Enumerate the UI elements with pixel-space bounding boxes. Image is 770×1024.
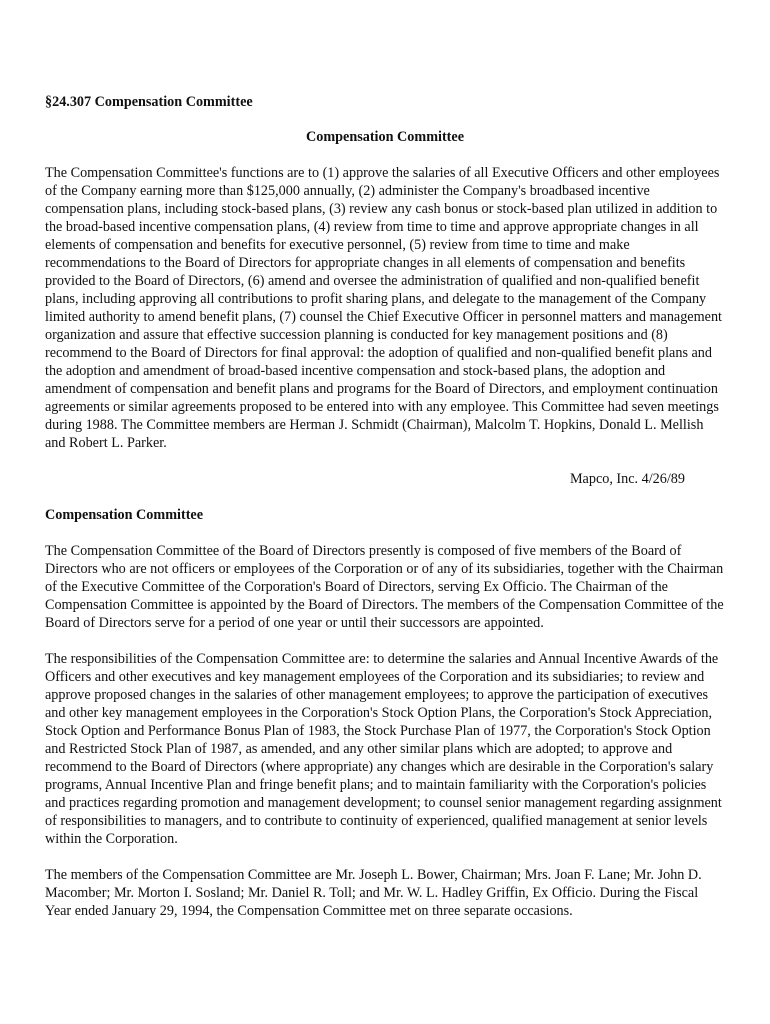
excerpt2-paragraph-2: The responsibilities of the Compensation Committee are: to determine the salaries and Annual Incentive Awards of the Officers and other executives and key management employees of the Corporation and its subsidiaries; to review and approve proposed changes in the salaries of other management employees; to approve the participation of executives and other key management employees in the Corporation's Stock Option Plans, the Corporation's Stock Appreciation, Stock Option and Performance Bonus Plan of 1983, the Stock Purchase Plan of 1977, the Corporation's Stock Option and Restricted Stock Plan of 1987, as amended, and any other similar plans which are adopted; to approve and recommend to the Board of Directors (where appropriate) any changes which are desirable in the Corporation's salary programs, Annual Incentive Plan and fringe benefit plans; and to maintain familiarity with the Corporation's policies and practices regarding promotion and management development; to counsel senior management regarding assignment of responsibilities to managers, and to contribute to continuity of experienced, qualified management at senior levels within the Corporation. (45, 651, 722, 847)
excerpt1-source: Mapco, Inc. 4/26/89 (569, 471, 685, 487)
excerpt1-body: The Compensation Committee's functions are to (1) approve the salaries of all Executive Officers and other employees of the Company earning more than $125,000 annually, (2) administer the Company's broadbased incentive compensation plans, including stock-based plans, (3) review any cash bonus or stock-based plan utilized in addition to the broad-based incentive compensation plans, (4) review from time to time and approve appropriate changes in all elements of compensation and benefits for executive personnel, (5) review from time to time and make recommendations to the Board of Directors for appropriate changes in all elements of compensation and benefits provided to the Board of Directors, (6) amend and oversee the administration of qualified and non-qualified benefit plans, including approving all contributions to profit sharing plans, and delegate to the management of the Company limited authority to amend benefit plans, (7) counsel the Chief Executive Officer in personnel matters and management organization and assure that effective succession planning is conducted for key management positions and (8) recommend to the Board of Directors for final approval: the adoption of qualified and non-qualified benefit plans and the adoption and amendment of broad-based incentive compensation and stock-based plans, the adoption and amendment of compensation and benefit plans and programs for the Board of Directors, and employment continuation agreements or similar agreements proposed to be entered into with any employee. This Committee had seven meetings during 1988. The Committee members are Herman J. Schmidt (Chairman), Malcolm T. Hopkins, Donald L. Mellish and Robert L. Parker. (45, 165, 722, 451)
excerpt2-heading: Compensation Committee (45, 507, 204, 523)
excerpt1-heading: Compensation Committee (305, 129, 464, 145)
excerpt2-paragraph-1: The Compensation Committee of the Board of Directors presently is composed of five members of the Board of Directors who are not officers or employees of the Corporation or of any of its subsidiaries, together with the Chairman of the Executive Committee of the Corporation's Board of Directors, serving Ex Officio. The Chairman of the Compensation Committee is appointed by the Board of Directors. The members of the Compensation Committee of the Board of Directors serve for a period of one year or until their successors are appointed. (45, 543, 724, 631)
section-title: §24.307 Compensation Committee (45, 94, 253, 110)
document-page (45, 93, 725, 938)
excerpt2-paragraph-3: The members of the Compensation Committee are Mr. Joseph L. Bower, Chairman; Mrs. Joan F. Lane; Mr. John D. Macomber; Mr. Morton I. Sosland; Mr. Daniel R. Toll; and Mr. W. L. Hadley Griffin, Ex Officio. During the Fiscal Year ended January 29, 1994, the Compensation Committee met on three separate occasions. (45, 867, 702, 919)
